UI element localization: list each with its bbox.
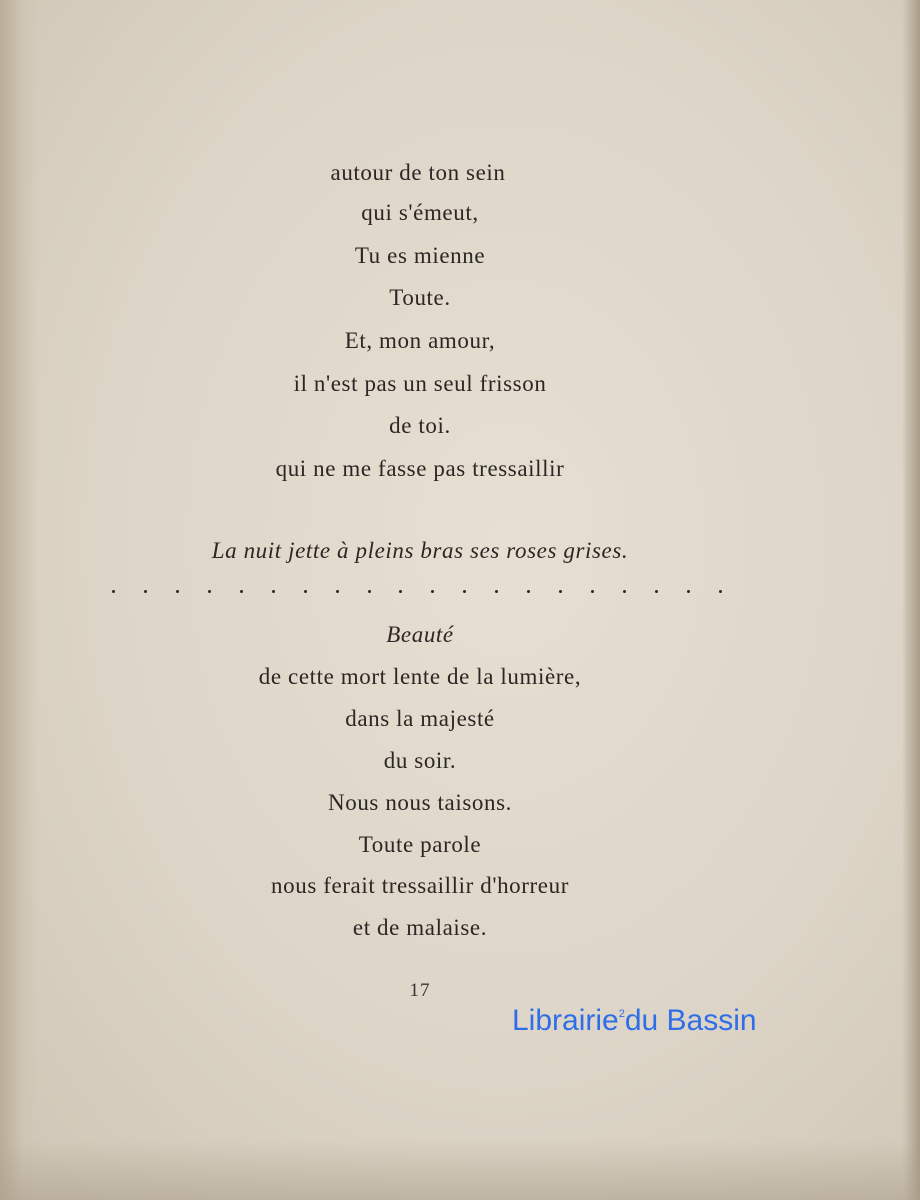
poem-line: et de malaise. xyxy=(352,915,488,940)
poem-line: qui s'émeut, xyxy=(361,200,479,225)
dotted-separator xyxy=(112,590,722,593)
page-bottom-shadow xyxy=(0,1140,920,1200)
poem-line: Tu es mienne xyxy=(354,243,486,268)
poem-line: de toi. xyxy=(389,413,451,438)
poem-line: nous ferait tressaillir d'horreur xyxy=(271,873,569,898)
poem-line: Et, mon amour, xyxy=(344,328,496,353)
poem-line: Toute. xyxy=(389,285,451,310)
watermark-superscript: 2 xyxy=(618,1008,625,1020)
poem-italic-line: La nuit jette à pleins bras ses roses grises. xyxy=(211,538,629,563)
poem-line: autour de ton sein xyxy=(330,160,506,185)
poem-stanza-heading: Beauté xyxy=(386,622,454,647)
poem-line: Toute parole xyxy=(358,832,482,857)
watermark xyxy=(512,1004,757,1038)
poem-line: du soir. xyxy=(383,748,457,773)
poem-line: de cette mort lente de la lumière, xyxy=(258,664,582,689)
watermark-text-b: du Bassin xyxy=(624,1004,757,1037)
poem-line: qui ne me fasse pas tressaillir xyxy=(275,456,565,481)
poem-line: il n'est pas un seul frisson xyxy=(293,371,547,396)
page-number: 17 xyxy=(409,980,431,1001)
poem-line: dans la majesté xyxy=(345,706,495,731)
page-edge-shadow xyxy=(902,0,920,1200)
watermark-text-a: Librairie xyxy=(512,1004,619,1037)
poem-line: Nous nous taisons. xyxy=(328,790,512,815)
